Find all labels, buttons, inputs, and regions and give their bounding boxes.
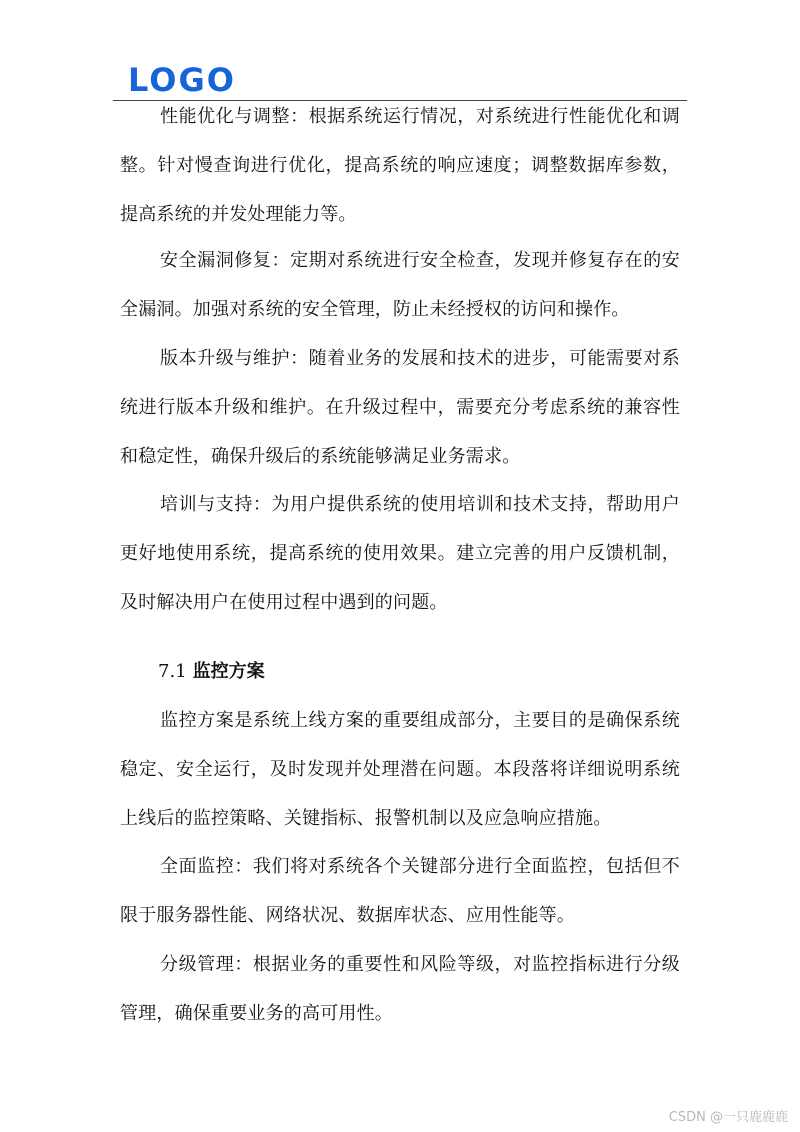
logo: LOGO [128,61,236,99]
section-heading [158,657,265,687]
paragraph-performance-optimization: 性能优化与调整：根据系统运行情况，对系统进行性能优化和调整。针对慢查询进行优化，提高系统的响应速度；调整数据库参数，提高系统的并发处理能力等。 [120,106,680,225]
paragraph-monitoring-intro: 监控方案是系统上线方案的重要组成部分，主要目的是确保系统稳定、安全运行，及时发现并处理潜在问题。本段落将详细说明系统上线后的监控策略、关键指标、报警机制以及应急响应措施。 [120,710,680,829]
paragraph-security-fix: 安全漏洞修复：定期对系统进行安全检查，发现并修复存在的安全漏洞。加强对系统的安全管理，防止未经授权的访问和操作。 [120,250,680,320]
section-title: 监控方案 [192,661,265,682]
paragraph-tiered-management: 分级管理：根据业务的重要性和风险等级，对监控指标进行分级管理，确保重要业务的高可用性。 [120,954,680,1024]
paragraph-version-upgrade: 版本升级与维护：随着业务的发展和技术的进步，可能需要对系统进行版本升级和维护。在升级过程中，需要充分考虑系统的兼容性和稳定性，确保升级后的系统能够满足业务需求。 [120,348,680,467]
paragraph-training-support: 培训与支持：为用户提供系统的使用培训和技术支持，帮助用户更好地使用系统，提高系统的使用效果。建立完善的用户反馈机制，及时解决用户在使用过程中遇到的问题。 [120,494,680,613]
watermark: CSDN @一只鹿鹿鹿 [668,1110,788,1125]
paragraph-full-monitoring: 全面监控：我们将对系统各个关键部分进行全面监控，包括但不限于服务器性能、网络状况、数据库状态、应用性能等。 [120,856,680,926]
section-number: 7.1 [158,661,187,682]
